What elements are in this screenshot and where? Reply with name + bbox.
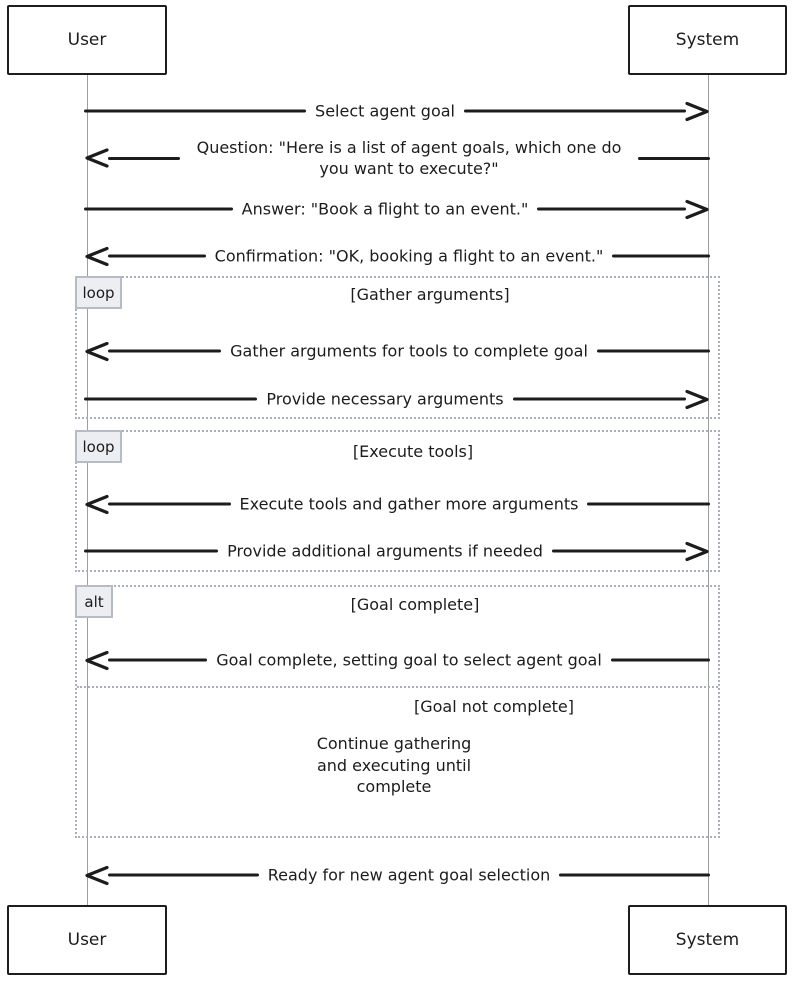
message-label: Select agent goal — [315, 101, 455, 121]
arrow-line — [108, 659, 207, 662]
message-ready-for-new-goal — [84, 865, 710, 886]
message-select-agent-goal — [84, 101, 710, 122]
actor-label-system: System — [675, 930, 740, 950]
arrow-line — [587, 503, 710, 506]
message-provide-necessary-arguments — [84, 389, 710, 410]
loop-label-text: loop — [82, 283, 115, 302]
arrow-line — [559, 874, 710, 877]
actor-label-system: System — [675, 30, 740, 50]
actor-box-user-bottom — [7, 905, 167, 975]
arrow-line — [552, 550, 686, 553]
message-label: Provide necessary arguments — [266, 389, 504, 409]
arrowhead-left-icon — [84, 246, 110, 266]
actor-box-system-bottom — [628, 905, 787, 975]
arrowhead-left-icon — [84, 650, 110, 670]
note-line: Continue gathering — [316, 734, 472, 753]
alt-else-divider — [77, 686, 718, 688]
message-label: Question: "Here is a list of agent goals, which one do you want to execute?" — [196, 138, 622, 178]
arrowhead-right-icon — [684, 199, 710, 219]
actor-box-system-top — [628, 5, 787, 75]
arrow-line — [84, 550, 218, 553]
arrow-line — [513, 398, 686, 401]
message-confirmation-booking — [84, 246, 710, 267]
message-label: Goal complete, setting goal to select agent goal — [216, 650, 602, 670]
message-label: Answer: "Book a flight to an event." — [241, 199, 529, 219]
message-gather-arguments — [84, 341, 710, 362]
arrowhead-left-icon — [84, 865, 110, 885]
message-label: Provide additional arguments if needed — [227, 541, 543, 561]
loop-frame-title: [Gather arguments] — [350, 285, 510, 304]
arrowhead-left-icon — [84, 148, 110, 168]
arrow-line — [464, 110, 686, 113]
alt-frame-label — [75, 585, 113, 618]
message-question-goal-list — [84, 137, 710, 179]
arrow-line — [84, 398, 257, 401]
arrow-line — [108, 255, 206, 258]
message-provide-additional-arguments — [84, 541, 710, 562]
arrow-line — [108, 874, 259, 877]
message-execute-tools — [84, 494, 710, 515]
arrow-line — [84, 110, 306, 113]
arrow-line — [84, 208, 233, 211]
message-label: Execute tools and gather more arguments — [239, 494, 579, 514]
message-label: Confirmation: "OK, booking a flight to an event." — [214, 246, 604, 266]
actor-box-user-top — [7, 5, 167, 75]
message-label: Gather arguments for tools to complete goal — [230, 341, 588, 361]
arrow-line — [108, 350, 221, 353]
actor-label-user: User — [67, 930, 107, 950]
message-goal-complete — [84, 650, 710, 671]
alt-frame-goal-complete — [75, 585, 720, 838]
alt-else-title: [Goal not complete] — [413, 697, 575, 716]
arrow-line — [612, 255, 710, 258]
loop-frame-label — [75, 276, 122, 309]
arrow-line — [537, 208, 686, 211]
message-answer-book-flight — [84, 199, 710, 220]
note-line: and executing until — [316, 755, 472, 775]
arrow-line — [638, 157, 710, 160]
arrowhead-left-icon — [84, 341, 110, 361]
arrowhead-right-icon — [684, 541, 710, 561]
note-line: complete — [356, 777, 432, 796]
arrow-line — [108, 503, 231, 506]
message-label: Ready for new agent goal selection — [267, 865, 551, 885]
actor-label-user: User — [67, 30, 107, 50]
arrow-line — [108, 157, 180, 160]
loop-frame-label — [75, 430, 122, 463]
note-text — [317, 733, 472, 798]
arrowhead-left-icon — [84, 494, 110, 514]
alt-frame-title: [Goal complete] — [350, 595, 480, 614]
arrow-line — [597, 350, 710, 353]
arrowhead-right-icon — [684, 389, 710, 409]
arrow-line — [611, 659, 710, 662]
alt-label-text: alt — [84, 592, 104, 611]
arrowhead-right-icon — [684, 101, 710, 121]
loop-frame-title: [Execute tools] — [352, 442, 474, 461]
loop-label-text: loop — [82, 437, 115, 456]
